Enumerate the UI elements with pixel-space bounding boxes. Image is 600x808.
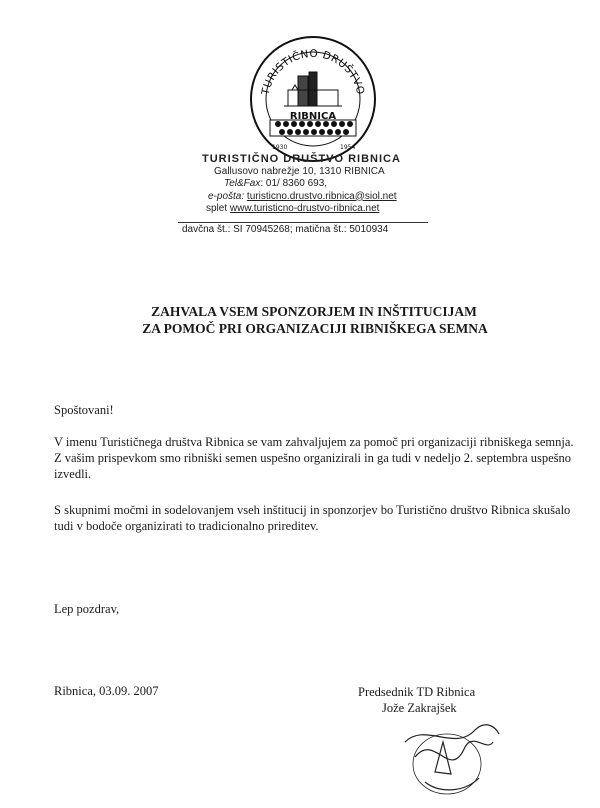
tel-value: : 01/ 8360 693, [260, 178, 328, 189]
website-link[interactable]: www.turisticno-drustvo-ribnica.net [229, 203, 380, 214]
web-label: splet [206, 203, 228, 214]
org-website [206, 203, 436, 216]
email-label: e-pošta: [208, 190, 245, 202]
logo-year-left: 1930 [272, 144, 288, 151]
logo-top-text: TURISTIČNO DRUŠTVO [259, 47, 367, 97]
greeting: Spoštovani! [54, 403, 114, 417]
place-date: Ribnica, 03.09. 2007 [54, 684, 159, 698]
signature-stamp [395, 712, 505, 802]
org-telephone [224, 178, 436, 191]
heading-line-2: ZA POMOČ PRI ORGANIZACIJI RIBNIŠKEGA SEMNA [142, 321, 488, 336]
signer-title: Predsednik TD Ribnica [358, 685, 476, 699]
org-email [208, 191, 436, 204]
heading-line-1: ZAHVALA VSEM SPONZORJEM IN INŠTITUCIJAM [151, 304, 477, 319]
org-address: Gallusovo nabrežje 10, 1310 RIBNICA [214, 165, 385, 177]
signer-name: Jože Zakrajšek [382, 701, 457, 715]
paragraph-thanks: V imenu Turističnega društva Ribnica se vam zahvaljujem za pomoč pri organizaciji ribniškega semnja. Z vašim prispevkom smo ribniški semen uspešno organizirali in ga tudi v nedeljo 2. septembra uspešno izvedli. [54, 435, 574, 481]
org-tax-info: davčna št.: SI 70945268; matična št.: 5010934 [182, 224, 389, 235]
org-contact-block [196, 153, 436, 216]
letter-heading [0, 303, 600, 337]
letterhead-divider [178, 222, 428, 223]
closing: Lep pozdrav, [54, 602, 120, 616]
society-logo [248, 34, 378, 164]
paragraph-future: S skupnimi močmi in sodelovanjem vseh inštitucij in sponzorjev bo Turistično društvo Ribnica skušalo tudi v bodoče organizirati to tradicionalno prireditev. [54, 503, 571, 533]
logo-year-right: 1954 [340, 144, 356, 151]
email-link[interactable]: turisticno.drustvo.ribnica@siol.net [246, 190, 397, 202]
org-name: TURISTIČNO DRUŠTVO RIBNICA [202, 153, 401, 165]
logo-bottom-text: RIBNICA [289, 111, 337, 122]
tel-label: Tel&Fax [224, 178, 261, 189]
